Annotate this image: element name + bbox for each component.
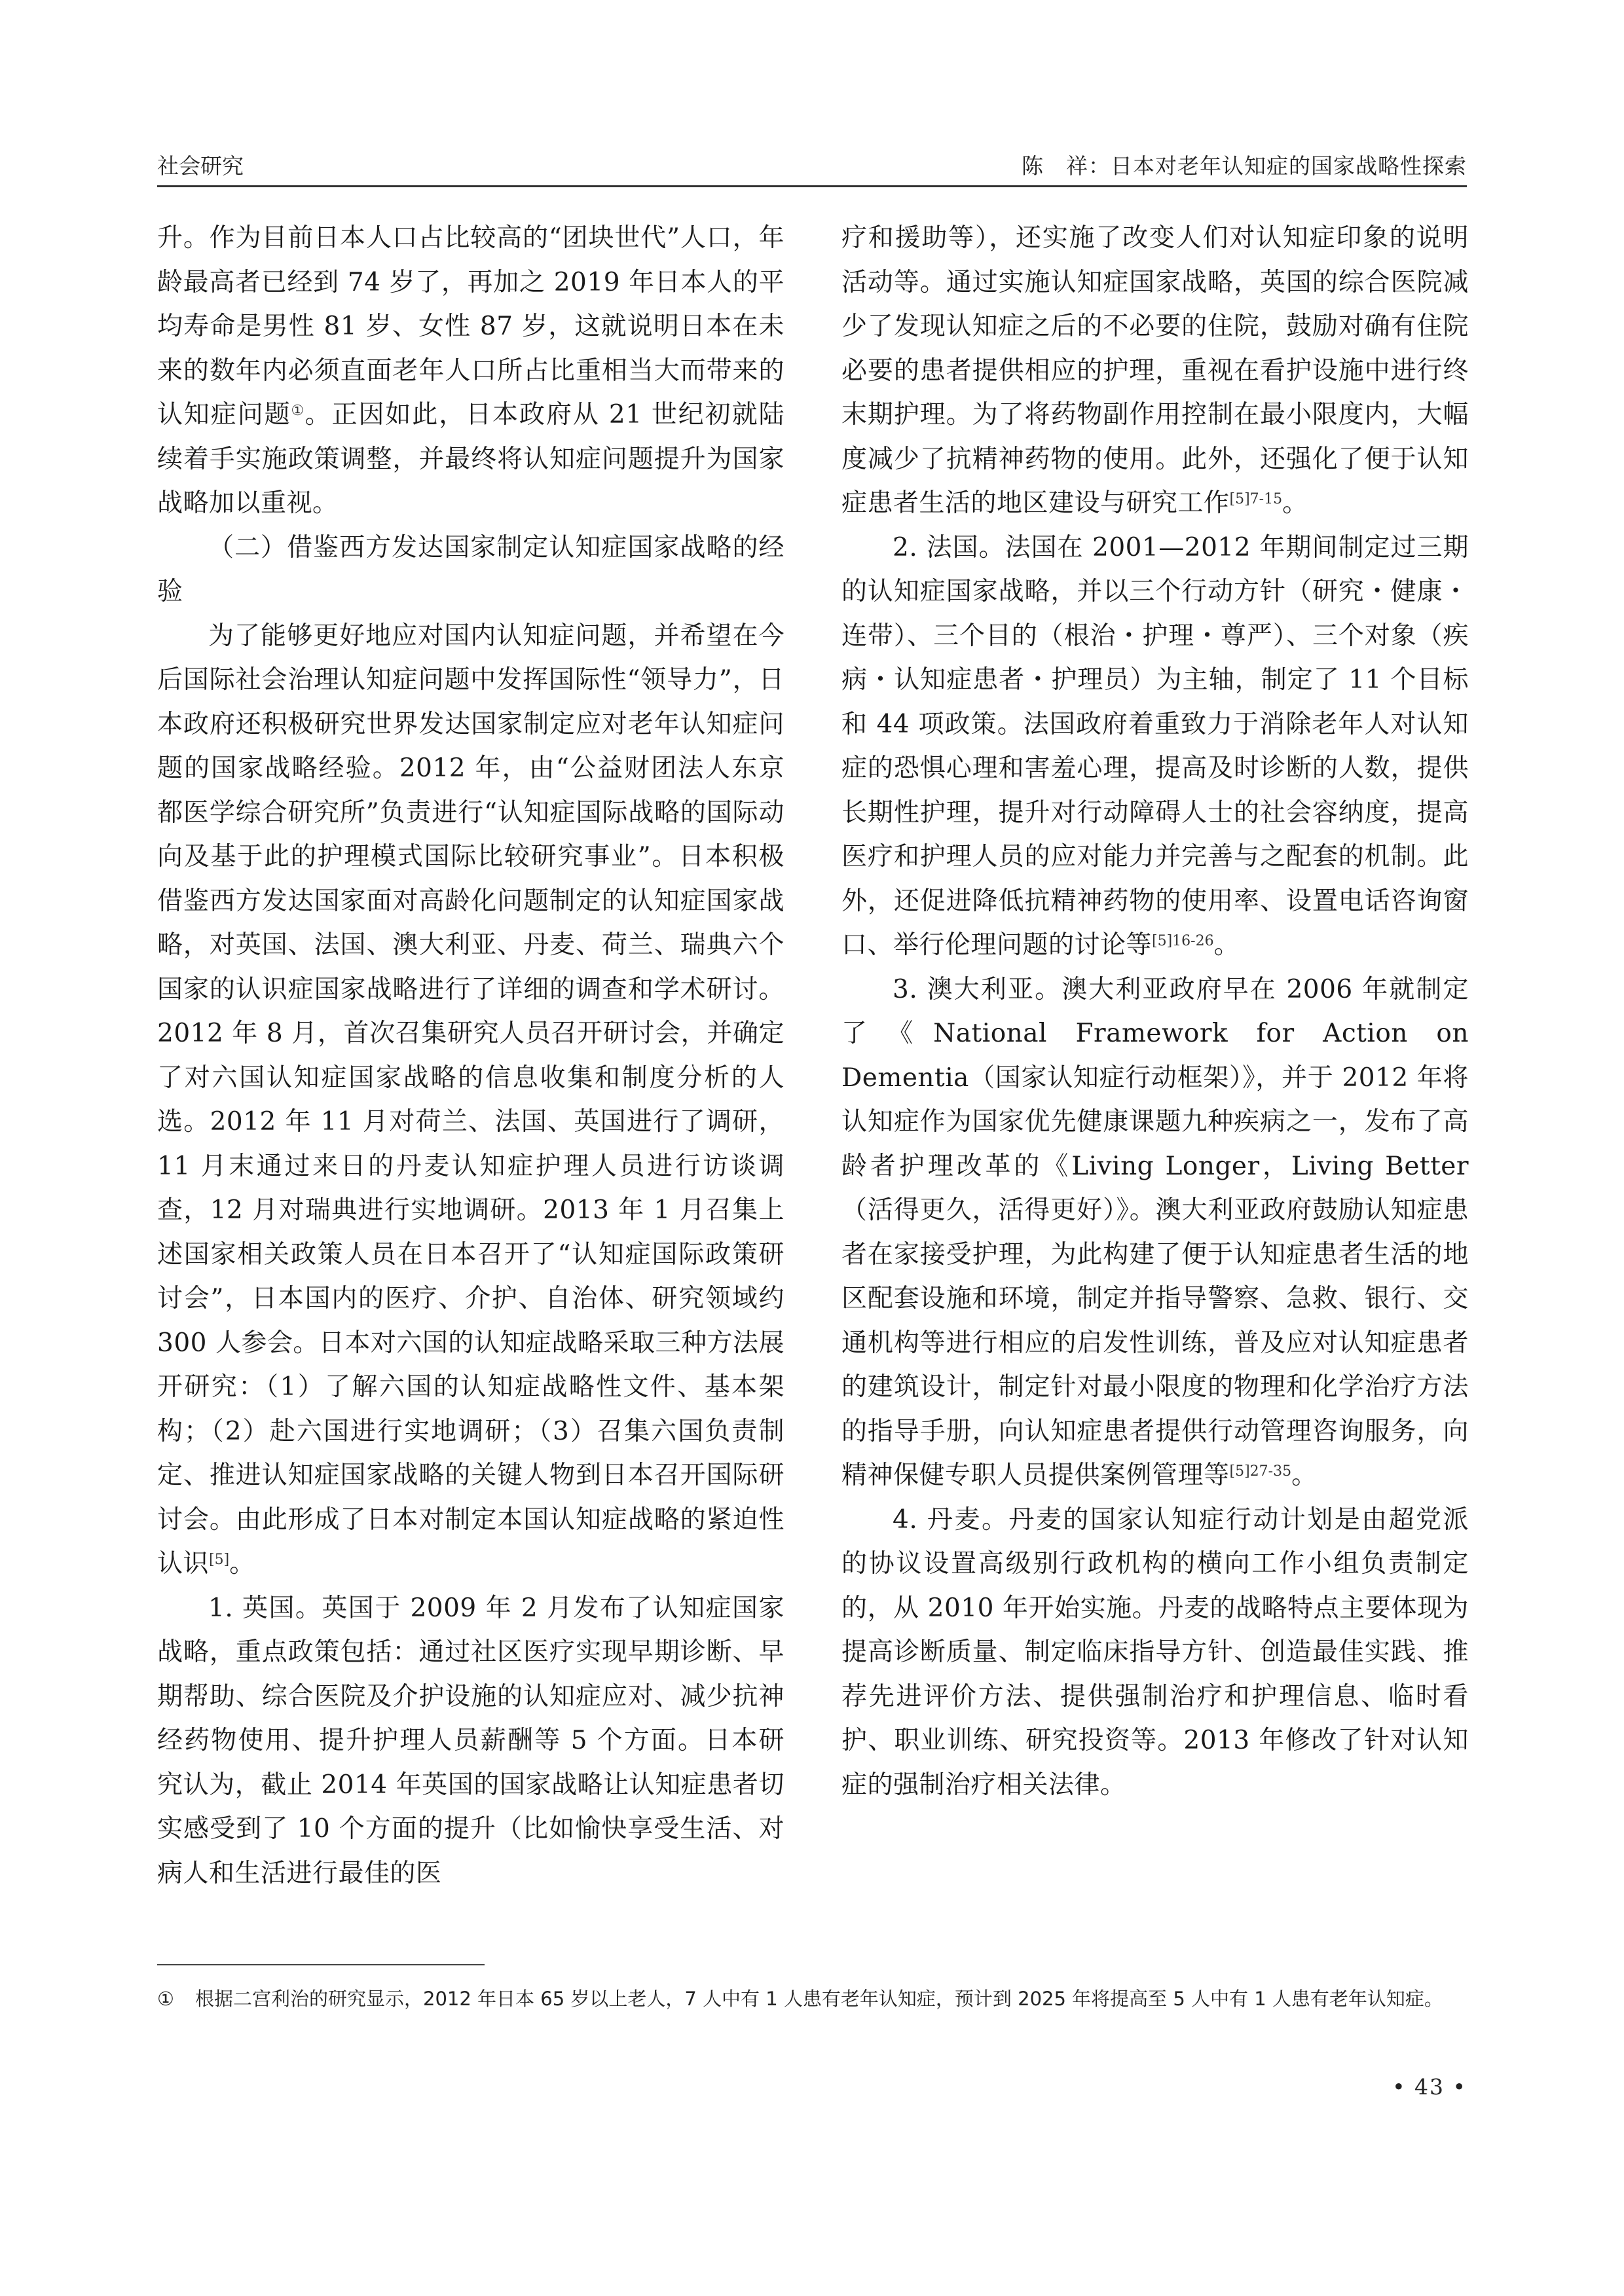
footnote-text: 根据二宫利治的研究显示，2012 年日本 65 岁以上老人，7 人中有 1 人患有老年认知症，预计到 2025 年将提高至 5 人中有 1 人患有老年认知症。 (195, 1988, 1443, 2010)
paragraph: 2. 法国。法国在 2001—2012 年期间制定过三期的认知症国家战略，并以三个行动方针（研究・健康・连带）、三个目的（根治・护理・尊严）、三个对象（疾病・认知症患者・护理员）为主轴，制定了 11 个目标和 44 项政策。法国政府着重致力于消除老年人对认知症的恐惧心理和害羞心理，提高及时诊断的人数，提供长期性护理，提升对行动障碍人士的社会容纳度，提高医疗和护理人员的应对能力并完善与之配套的机制。此外，还促进降低抗精神药物的使用率、设置电话咨询窗口、举行伦理问题的讨论等$^{[5]16-26}$。 (841, 532, 1469, 960)
citation-ref[interactable]: [5]16-26 (1152, 933, 1214, 949)
right-column (841, 216, 1469, 1807)
paragraph: 为了能够更好地应对国内认知症问题，并希望在今后国际社会治理认知症问题中发挥国际性“领导力”，日本政府还积极研究世界发达国家制定应对老年认知症问题的国家战略经验。2012 年，由“公益财团法人东京都医学综合研究所”负责进行“认知症国际战略的国际动向及基于此的护理模式国际比较研究事业”。日本积极借鉴西方发达国家面对高龄化问题制定的认知症国家战略，对英国、法国、澳大利亚、丹麦、荷兰、瑞典六个国家的认识症国家战略进行了详细的调查和学术研讨。2012 年 8 月，首次召集研究人员召开研讨会，并确定了对六国认知症国家战略的信息收集和制度分析的人选。2012 年 11 月对荷兰、法国、英国进行了调研，11 月末通过来日的丹麦认知症护理人员进行访谈调查，12 月对瑞典进行实地调研。2013 年 1 月召集上述国家相关政策人员在日本召开了“认知症国际政策研讨会”，日本国内的医疗、介护、自治体、研究领域约 300 人参会。日本对六国的认知症战略采取三种方法展开研究：（1）了解六国的认知症战略性文件、基本架构；（2）赴六国进行实地调研；（3）召集六国负责制定、推进认知症国家战略的关键人物到日本召开国际研讨会。由此形成了日本对制定本国认知症战略的紧迫性认识[5]。 (157, 621, 784, 1578)
footnote-number: ① (157, 1988, 174, 2010)
left-column (157, 216, 784, 1895)
citation-ref[interactable]: [5]7-15 (1229, 491, 1283, 507)
running-header-journal: 社会研究 (157, 153, 244, 179)
footnote-marker[interactable]: ① (291, 403, 305, 419)
page-number: • 43 • (1392, 2074, 1467, 2100)
paragraph: 升。作为目前日本人口占比较高的“团块世代”人口，年龄最高者已经到 74 岁了，再加之 2019 年日本人的平均寿命是男性 81 岁、女性 87 岁，这就说明日本在未来的数年内必须直面老年人口所占比重相当大而带来的认知症问题①。正因如此，日本政府从 21 世纪初就陆续着手实施政策调整，并最终将认知症问题提升为国家战略加以重视。 (157, 223, 784, 518)
footnote-rule (157, 1964, 485, 1965)
section-heading: （二）借鉴西方发达国家制定认知症国家战略的经验 (157, 532, 784, 606)
citation-ref[interactable]: [5]27-35 (1229, 1463, 1292, 1480)
footnote (157, 1982, 1467, 2016)
paragraph: 疗和援助等），还实施了改变人们对认知症印象的说明活动等。通过实施认知症国家战略，英国的综合医院减少了发现认知症之后的不必要的住院，鼓励对确有住院必要的患者提供相应的护理，重视在看护设施中进行终末期护理。为了将药物副作用控制在最小限度内，大幅度减少了抗精神药物的使用。此外，还强化了便于认知症患者生活的地区建设与研究工作$^{[5]7-15}$。 (841, 223, 1469, 518)
paragraph: 3. 澳大利亚。澳大利亚政府早在 2006 年就制定了《National Framework for Action on Dementia（国家认知症行动框架）》，并于 2012 年将认知症作为国家优先健康课题九种疾病之一，发布了高龄者护理改革的《Living Longer，Living Better（活得更久，活得更好）》。澳大利亚政府鼓励认知症患者在家接受护理，为此构建了便于认知症患者生活的地区配套设施和环境，制定并指导警察、急救、银行、交通机构等进行相应的启发性训练，普及应对认知症患者的建筑设计，制定针对最小限度的物理和化学治疗方法的指导手册，向认知症患者提供行动管理咨询服务，向精神保健专职人员提供案例管理等$^{[5]27-35}$。 (841, 974, 1469, 1490)
citation-ref[interactable]: [5] (209, 1552, 230, 1568)
paragraph: 1. 英国。英国于 2009 年 2 月发布了认知症国家战略，重点政策包括：通过社区医疗实现早期诊断、早期帮助、综合医院及介护设施的认知症应对、减少抗神经药物使用、提升护理人员薪酬等 5 个方面。日本研究认为，截止 2014 年英国的国家战略让认知症患者切实感受到了 10 个方面的提升（比如愉快享受生活、对病人和生活进行最佳的医 (157, 1593, 784, 1888)
running-header-article: 陈 祥：日本对老年认知症的国家战略性探索 (1022, 153, 1467, 179)
header-rule (157, 185, 1467, 187)
paragraph: 4. 丹麦。丹麦的国家认知症行动计划是由超党派的协议设置高级别行政机构的横向工作小组负责制定的，从 2010 年开始实施。丹麦的战略特点主要体现为提高诊断质量、制定临床指导方针、创造最佳实践、推荐先进评价方法、提供强制治疗和护理信息、临时看护、职业训练、研究投资等。2013 年修改了针对认知症的强制治疗相关法律。 (841, 1504, 1469, 1800)
